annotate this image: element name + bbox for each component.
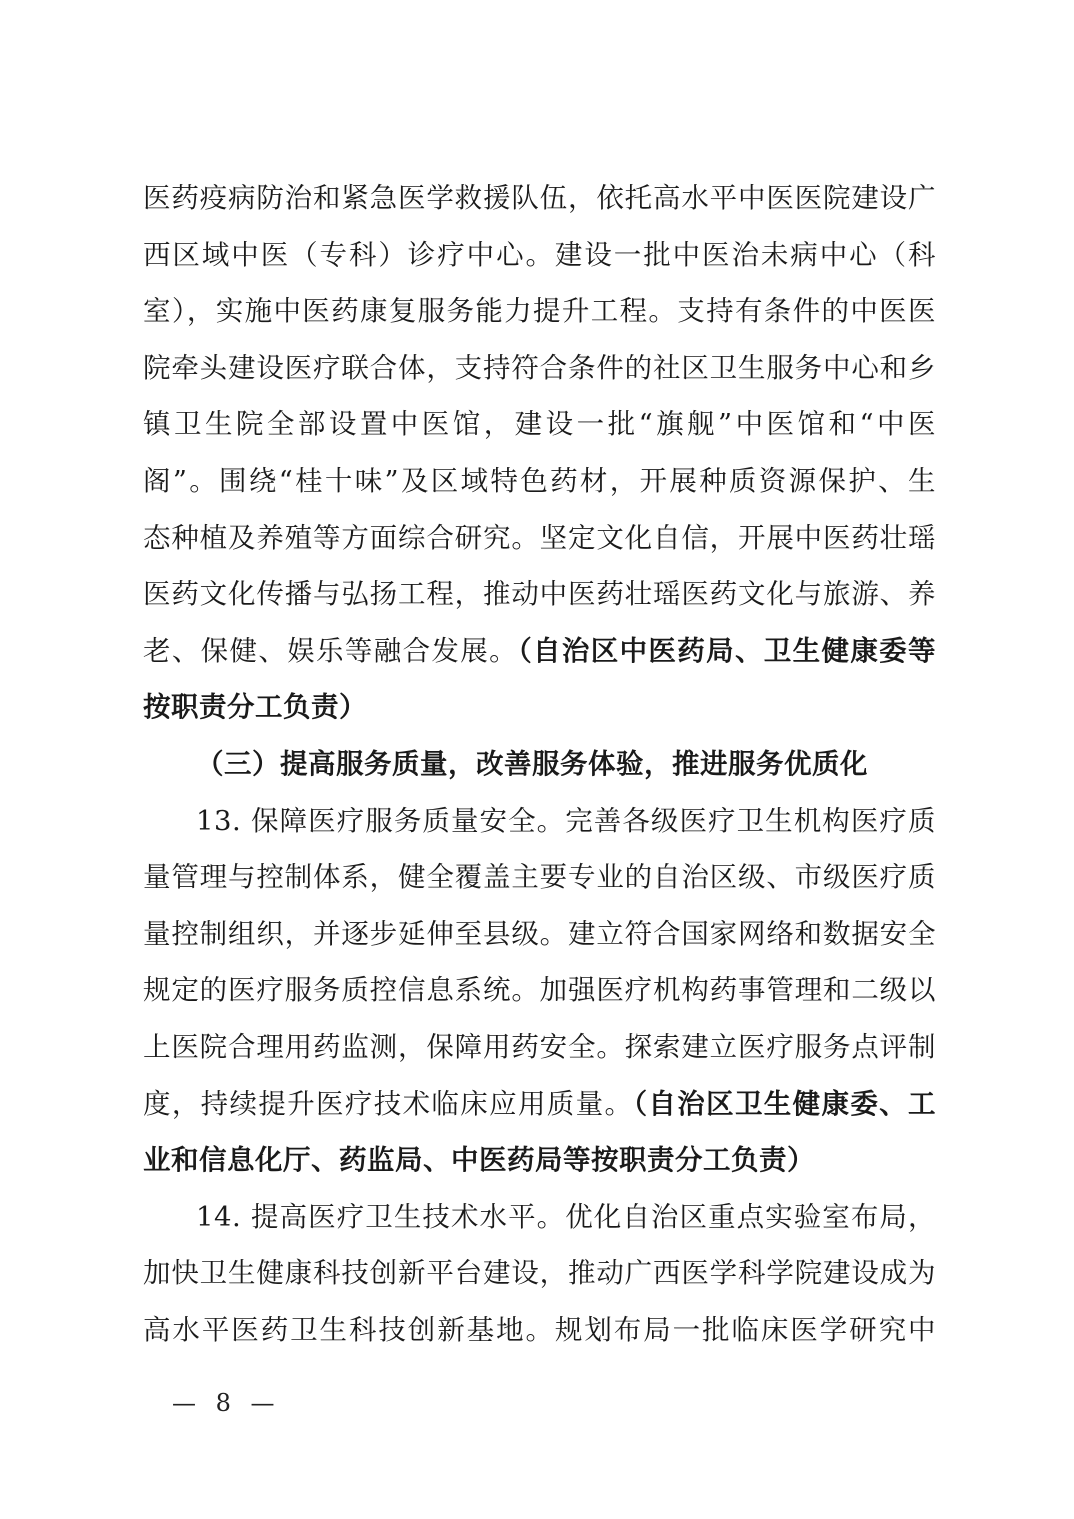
- text-line: [143, 857, 936, 897]
- text-line: [143, 404, 936, 444]
- text-line: [143, 1027, 936, 1067]
- text-line: [143, 1253, 936, 1293]
- text-line: [143, 1310, 936, 1350]
- text-line: [143, 914, 936, 954]
- line-bold-text: 业和信息化厅、药监局、中医药局等按职责分工负责）: [143, 1144, 815, 1177]
- text-line: [143, 178, 936, 218]
- line-text: 14. 提高医疗卫生技术水平。优化自治区重点实验室布局，: [196, 1200, 936, 1233]
- page-number: — 8 —: [172, 1389, 281, 1417]
- text-line: [143, 518, 936, 558]
- line-bold-text: 按职责分工负责）: [143, 691, 367, 724]
- line-text: 加快卫生健康科技创新平台建设，推动广西医学科学院建设成为: [143, 1257, 936, 1290]
- text-line: [143, 291, 936, 331]
- line-bold-text: （三）提高服务质量，改善服务体验，推进服务优质化: [196, 748, 868, 780]
- line-text: 态种植及养殖等方面综合研究。坚定文化自信，开展中医药壮瑶: [143, 521, 936, 554]
- line-text: 上医院合理用药监测，保障用药安全。探索建立医疗服务点评制: [143, 1031, 936, 1063]
- line-bold-text: （自治区中医药局、卫生健康委等: [517, 634, 936, 667]
- text-line: [143, 1084, 936, 1124]
- text-line: [143, 1140, 936, 1180]
- line-text: 量控制组织，并逐步延伸至县级。建立符合国家网络和数据安全: [143, 917, 936, 950]
- line-text: 阁”。围绕“桂十味”及区域特色药材，开展种质资源保护、生: [143, 465, 936, 497]
- line-text: 西区域中医（专科）诊疗中心。建设一批中医治未病中心（科: [143, 238, 936, 271]
- text-line: [143, 235, 936, 275]
- line-text: 医药疫病防治和紧急医学救援队伍，依托高水平中医医院建设广: [143, 182, 936, 214]
- text-line: [143, 687, 936, 727]
- line-text: 镇卫生院全部设置中医馆，建设一批“旗舰”中医馆和“中医: [143, 408, 936, 441]
- text-line: [196, 1197, 936, 1237]
- line-text: 13. 保障医疗服务质量安全。完善各级医疗卫生机构医疗质: [196, 804, 936, 837]
- text-line: [196, 744, 936, 784]
- text-line: [143, 461, 936, 501]
- line-text: 室），实施中医药康复服务能力提升工程。支持有条件的中医医: [143, 295, 936, 328]
- line-text: 量管理与控制体系，健全覆盖主要专业的自治区级、市级医疗质: [143, 861, 936, 894]
- line-bold-text: （自治区卫生健康委、工: [633, 1087, 936, 1120]
- text-line: [143, 970, 936, 1010]
- line-text: 老、保健、娱乐等融合发展。: [143, 634, 518, 667]
- text-line: [143, 631, 936, 671]
- line-text: 规定的医疗服务质控信息系统。加强医疗机构药事管理和二级以: [143, 974, 936, 1007]
- text-line: [143, 348, 936, 388]
- line-text: 医药文化传播与弘扬工程，推动中医药壮瑶医药文化与旅游、养: [143, 578, 936, 611]
- line-text: 度，持续提升医疗技术临床应用质量。: [143, 1087, 634, 1120]
- line-text: 高水平医药卫生科技创新基地。规划布局一批临床医学研究中: [143, 1314, 936, 1346]
- text-line: [196, 801, 936, 841]
- line-text: 院牵头建设医疗联合体，支持符合条件的社区卫生服务中心和乡: [143, 351, 936, 384]
- text-line: [143, 574, 936, 614]
